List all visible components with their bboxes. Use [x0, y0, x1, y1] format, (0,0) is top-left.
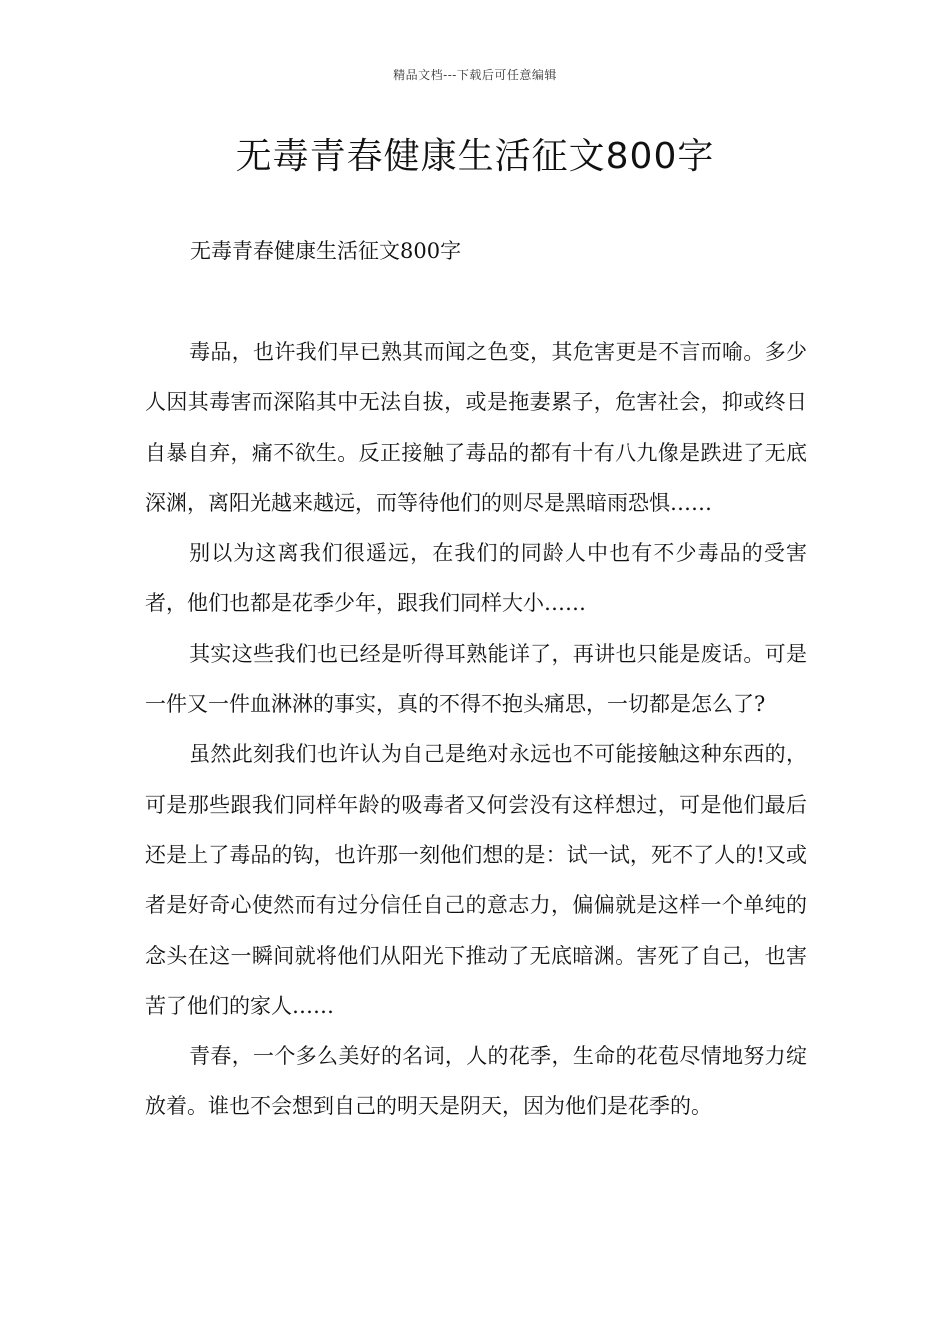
document-body [145, 327, 807, 1132]
paragraph: 虽然此刻我们也许认为自己是绝对永远也不可能接触这种东西的，可是那些跟我们同样年龄的吸毒者又何尝没有这样想过，可是他们最后还是上了毒品的钩，也许那一刻他们想的是：试一试，死不了人的!又或者是好奇心使然而有过分信任自己的意志力，偏偏就是这样一个单纯的念头在这一瞬间就将他们从阳光下推动了无底暗渊。害死了自己，也害苦了他们的家人…… [145, 742, 807, 1018]
paragraph: 其实这些我们也已经是听得耳熟能详了，再讲也只能是废话。可是一件又一件血淋淋的事实，真的不得不抱头痛思，一切都是怎么了? [145, 641, 807, 717]
paragraph: 青春，一个多么美好的名词，人的花季，生命的花苞尽情地努力绽放着。谁也不会想到自己的明天是阴天，因为他们是花季的。 [145, 1044, 807, 1119]
header-note: 精品文档---下载后可任意编辑 [393, 68, 557, 82]
document-title: 无毒青春健康生活征文800字 [235, 136, 715, 177]
paragraph: 别以为这离我们很遥远，在我们的同龄人中也有不少毒品的受害者，他们也都是花季少年，跟我们同样大小…… [145, 541, 807, 616]
document-subtitle: 无毒青春健康生活征文800字 [190, 239, 462, 263]
paragraph: 毒品，也许我们早已熟其而闻之色变，其危害更是不言而喻。多少人因其毒害而深陷其中无法自拔，或是拖妻累子，危害社会，抑或终日自暴自弃，痛不欲生。反正接触了毒品的都有十有八九像是跌进了无底深渊，离阳光越来越远，而等待他们的则尽是黑暗雨恐惧…… [145, 340, 807, 515]
